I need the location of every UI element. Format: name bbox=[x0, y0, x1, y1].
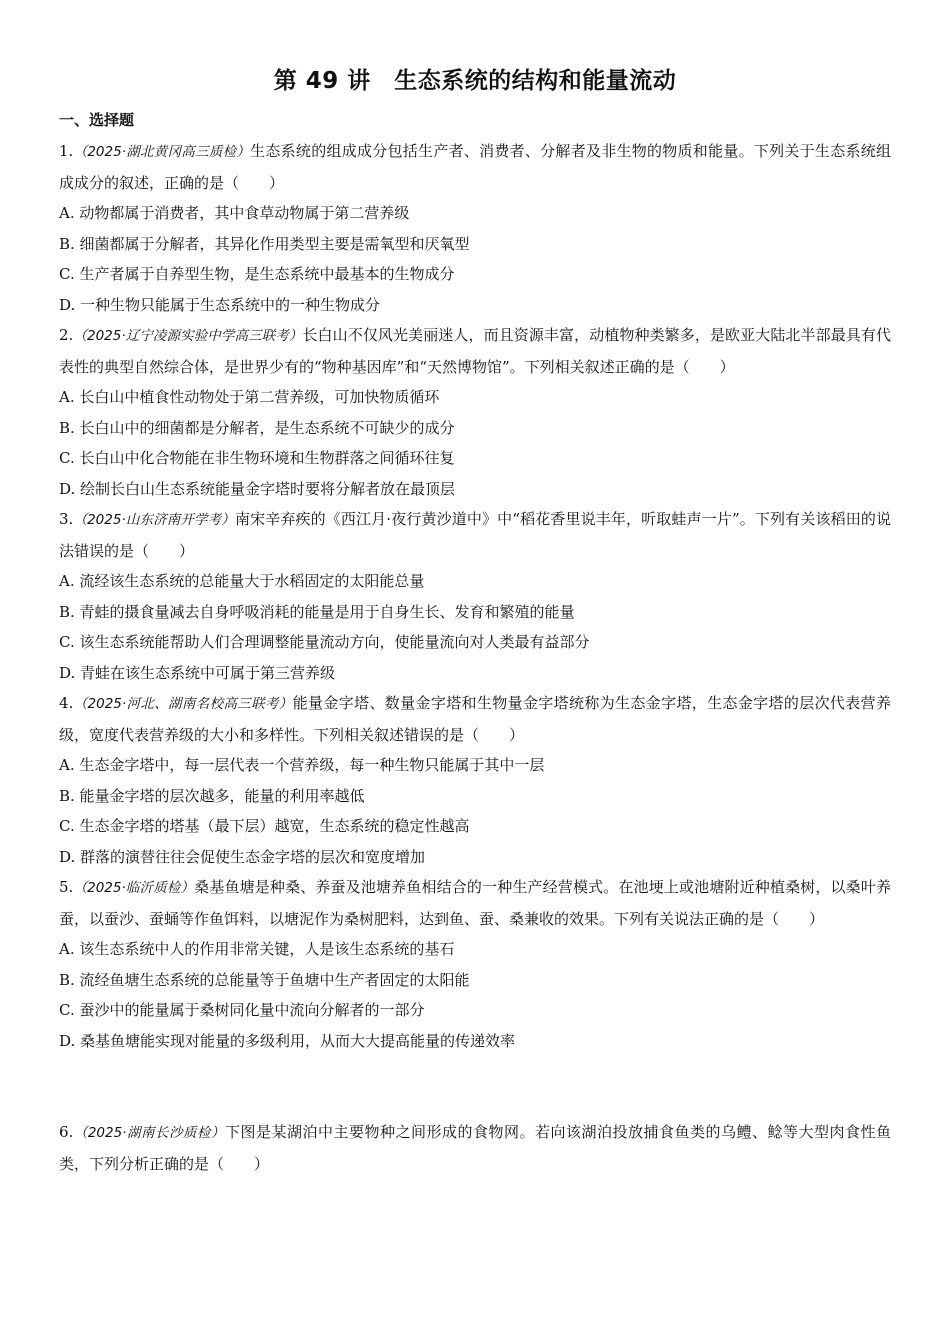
option-c: C. 蚕沙中的能量属于桑树同化量中流向分解者的一部分 bbox=[59, 1001, 425, 1019]
option-c: C. 该生态系统能帮助人们合理调整能量流动方向，使能量流向对人类最有益部分 bbox=[59, 633, 590, 651]
question-number: 4. bbox=[59, 694, 74, 712]
question-stem bbox=[59, 688, 891, 750]
option-b: B. 细菌都属于分解者，其异化作用类型主要是需氧型和厌氧型 bbox=[59, 234, 470, 253]
option-a: A. 生态金字塔中，每一层代表一个营养级，每一种生物只能属于其中一层 bbox=[59, 756, 545, 774]
option-d: D. 绘制长白山生态系统能量金字塔时要将分解者放在最顶层 bbox=[59, 479, 456, 498]
question-number: 3. bbox=[59, 510, 74, 528]
question-5 bbox=[59, 872, 891, 1056]
question-text: 南宋辛弃疾的《西江月·夜行黄沙道中》中“稻花香里说丰年，听取蛙声一片”。下列有关该稻田的说法错误的是（ ） bbox=[59, 510, 891, 560]
question-list bbox=[59, 136, 891, 1179]
option-c: C. 生态金字塔的塔基（最下层）越宽，生态系统的稳定性越高 bbox=[59, 817, 470, 835]
question-stem bbox=[59, 136, 891, 198]
page-title: 第 49 讲 生态系统的结构和能量流动 bbox=[273, 68, 677, 94]
blank-gap bbox=[59, 1056, 891, 1117]
question-number: 6. bbox=[59, 1123, 74, 1141]
question-stem bbox=[59, 872, 891, 934]
option-a: A. 长白山中植食性动物处于第二营养级，可加快物质循环 bbox=[59, 388, 440, 406]
question-stem bbox=[59, 320, 891, 382]
question-text: 下图是某湖泊中主要物种之间形成的食物网。若向该湖泊投放捕食鱼类的乌鳢、鲶等大型肉食性鱼类，下列分析正确的是（ ） bbox=[59, 1123, 891, 1173]
question-4 bbox=[59, 688, 891, 872]
question-2 bbox=[59, 320, 891, 504]
option-c: C. 生产者属于自养型生物，是生态系统中最基本的生物成分 bbox=[59, 265, 455, 283]
question-text: 能量金字塔、数量金字塔和生物量金字塔统称为生态金字塔，生态金字塔的层次代表营养级，宽度代表营养级的大小和多样性。下列相关叙述错误的是（ ） bbox=[59, 694, 891, 744]
question-3 bbox=[59, 504, 891, 688]
question-source: （2025·辽宁凌源实验中学高三联考） bbox=[73, 328, 303, 344]
option-d: D. 一种生物只能属于生态系统中的一种生物成分 bbox=[59, 295, 381, 314]
question-number: 1. bbox=[59, 142, 74, 160]
question-text: 生态系统的组成成分包括生产者、消费者、分解者及非生物的物质和能量。下列关于生态系统组成成分的叙述，正确的是（ ） bbox=[59, 142, 891, 192]
question-source: （2025·山东济南开学考） bbox=[73, 512, 235, 528]
option-c: C. 长白山中化合物能在非生物环境和生物群落之间循环往复 bbox=[59, 449, 455, 467]
option-b: B. 青蛙的摄食量减去自身呼吸消耗的能量是用于自身生长、发育和繁殖的能量 bbox=[59, 602, 575, 621]
option-b: B. 能量金字塔的层次越多，能量的利用率越低 bbox=[59, 786, 365, 805]
option-a: A. 流经该生态系统的总能量大于水稻固定的太阳能总量 bbox=[59, 572, 425, 590]
question-number: 2. bbox=[59, 326, 74, 344]
option-b: B. 长白山中的细菌都是分解者，是生态系统不可缺少的成分 bbox=[59, 418, 455, 437]
question-1 bbox=[59, 136, 891, 320]
option-a: A. 动物都属于消费者，其中食草动物属于第二营养级 bbox=[59, 204, 410, 222]
question-6 bbox=[59, 1117, 891, 1179]
option-d: D. 群落的演替往往会促使生态金字塔的层次和宽度增加 bbox=[59, 847, 426, 866]
section-heading: 一、选择题 bbox=[59, 111, 135, 129]
question-source: （2025·河北、湖南名校高三联考） bbox=[73, 696, 293, 712]
question-source: （2025·湖北黄冈高三质检） bbox=[73, 144, 251, 160]
question-source: （2025·临沂质检） bbox=[73, 880, 195, 896]
question-text: 桑基鱼塘是种桑、养蚕及池塘养鱼相结合的一种生产经营模式。在池埂上或池塘附近种植桑树，以桑叶养蚕，以蚕沙、蚕蛹等作鱼饵料，以塘泥作为桑树肥料，达到鱼、蚕、桑兼收的效果。下列有关说法正确的是（ ） bbox=[59, 878, 891, 928]
option-d: D. 桑基鱼塘能实现对能量的多级利用，从而大大提高能量的传递效率 bbox=[59, 1031, 516, 1050]
option-d: D. 青蛙在该生态系统中可属于第三营养级 bbox=[59, 663, 336, 682]
question-source: （2025·湖南长沙质检） bbox=[73, 1125, 225, 1141]
option-b: B. 流经鱼塘生态系统的总能量等于鱼塘中生产者固定的太阳能 bbox=[59, 970, 470, 989]
question-stem bbox=[59, 504, 891, 566]
option-a: A. 该生态系统中人的作用非常关键，人是该生态系统的基石 bbox=[59, 940, 455, 958]
question-text: 长白山不仅风光美丽迷人，而且资源丰富，动植物种类繁多，是欧亚大陆北半部最具有代表性的典型自然综合体，是世界少有的“物种基因库”和“天然博物馆”。下列相关叙述正确的是（ ） bbox=[59, 326, 891, 376]
question-number: 5. bbox=[59, 878, 74, 896]
question-stem bbox=[59, 1117, 891, 1179]
